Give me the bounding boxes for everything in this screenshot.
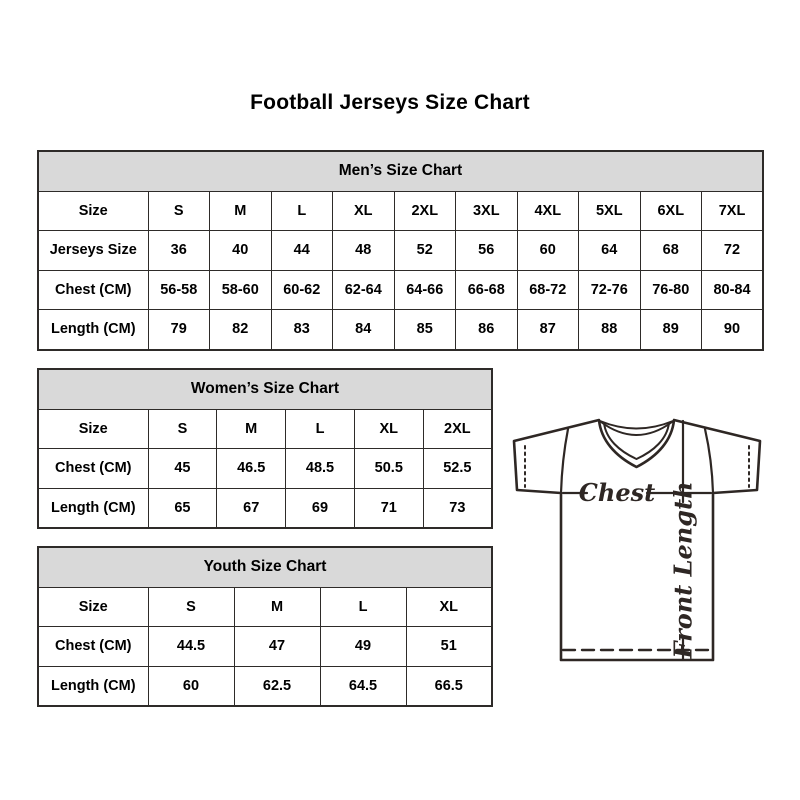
table-title-row [38,547,492,587]
value-cell: 80-84 [702,270,764,310]
value-cell: 83 [271,310,333,350]
row-header: Chest (CM) [38,627,148,667]
column-header: XL [406,587,492,627]
column-header: 2XL [423,409,492,449]
jersey-outline [514,420,760,660]
chest-label: Chest [578,478,656,507]
value-cell: 56-58 [148,270,210,310]
value-cell: 72-76 [579,270,641,310]
column-header: S [148,587,234,627]
value-cell: 50.5 [354,449,423,489]
value-cell: 72 [702,231,764,271]
value-cell: 73 [423,488,492,528]
column-header: M [234,587,320,627]
row-header: Chest (CM) [38,449,148,489]
value-cell: 79 [148,310,210,350]
column-header: M [210,191,272,231]
table-title-row [38,151,763,191]
row-header: Length (CM) [38,488,148,528]
mens-size-table [37,150,764,351]
table-row [38,488,492,528]
column-header: L [320,587,406,627]
value-cell: 58-60 [210,270,272,310]
womens-size-table [37,368,493,529]
right-sleeve-seam [705,429,713,493]
row-header: Length (CM) [38,666,148,706]
column-header-row [38,409,492,449]
value-cell: 47 [234,627,320,667]
value-cell: 88 [579,310,641,350]
value-cell: 44 [271,231,333,271]
column-header: 4XL [517,191,579,231]
value-cell: 60 [148,666,234,706]
value-cell: 87 [517,310,579,350]
value-cell: 52.5 [423,449,492,489]
column-header: XL [333,191,395,231]
column-header: 5XL [579,191,641,231]
jersey-measurement-diagram [498,398,780,698]
table-title-row [38,369,492,409]
value-cell: 62.5 [234,666,320,706]
value-cell: 67 [217,488,286,528]
table-title: Men’s Size Chart [38,151,763,191]
row-header: Jerseys Size [38,231,148,271]
row-label-header: Size [38,409,148,449]
value-cell: 86 [456,310,518,350]
table-title: Women’s Size Chart [38,369,492,409]
value-cell: 71 [354,488,423,528]
youth-size-table [37,546,493,707]
value-cell: 89 [640,310,702,350]
value-cell: 85 [394,310,456,350]
page-title: Football Jerseys Size Chart [250,91,530,114]
value-cell: 56 [456,231,518,271]
value-cell: 64-66 [394,270,456,310]
value-cell: 62-64 [333,270,395,310]
value-cell: 84 [333,310,395,350]
row-label-header: Size [38,587,148,627]
value-cell: 48 [333,231,395,271]
value-cell: 48.5 [286,449,355,489]
row-header: Chest (CM) [38,270,148,310]
table-row [38,666,492,706]
table-row [38,270,763,310]
column-header-row [38,191,763,231]
value-cell: 51 [406,627,492,667]
value-cell: 64.5 [320,666,406,706]
column-header: S [148,191,210,231]
column-header: 7XL [702,191,764,231]
value-cell: 66.5 [406,666,492,706]
value-cell: 68-72 [517,270,579,310]
column-header-row [38,587,492,627]
value-cell: 44.5 [148,627,234,667]
column-header: L [271,191,333,231]
value-cell: 40 [210,231,272,271]
value-cell: 68 [640,231,702,271]
value-cell: 46.5 [217,449,286,489]
jersey-icon [498,398,780,698]
value-cell: 65 [148,488,217,528]
row-label-header: Size [38,191,148,231]
value-cell: 76-80 [640,270,702,310]
value-cell: 52 [394,231,456,271]
value-cell: 64 [579,231,641,271]
value-cell: 49 [320,627,406,667]
value-cell: 60 [517,231,579,271]
column-header: L [286,409,355,449]
value-cell: 69 [286,488,355,528]
column-header: XL [354,409,423,449]
column-header: 2XL [394,191,456,231]
front-length-label: Front Length [668,481,698,659]
left-sleeve-seam [561,429,568,493]
column-header: M [217,409,286,449]
column-header: 3XL [456,191,518,231]
value-cell: 82 [210,310,272,350]
table-title: Youth Size Chart [38,547,492,587]
value-cell: 45 [148,449,217,489]
value-cell: 60-62 [271,270,333,310]
table-row [38,310,763,350]
table-row [38,627,492,667]
table-row [38,231,763,271]
column-header: S [148,409,217,449]
column-header: 6XL [640,191,702,231]
table-row [38,449,492,489]
value-cell: 66-68 [456,270,518,310]
value-cell: 36 [148,231,210,271]
value-cell: 90 [702,310,764,350]
row-header: Length (CM) [38,310,148,350]
